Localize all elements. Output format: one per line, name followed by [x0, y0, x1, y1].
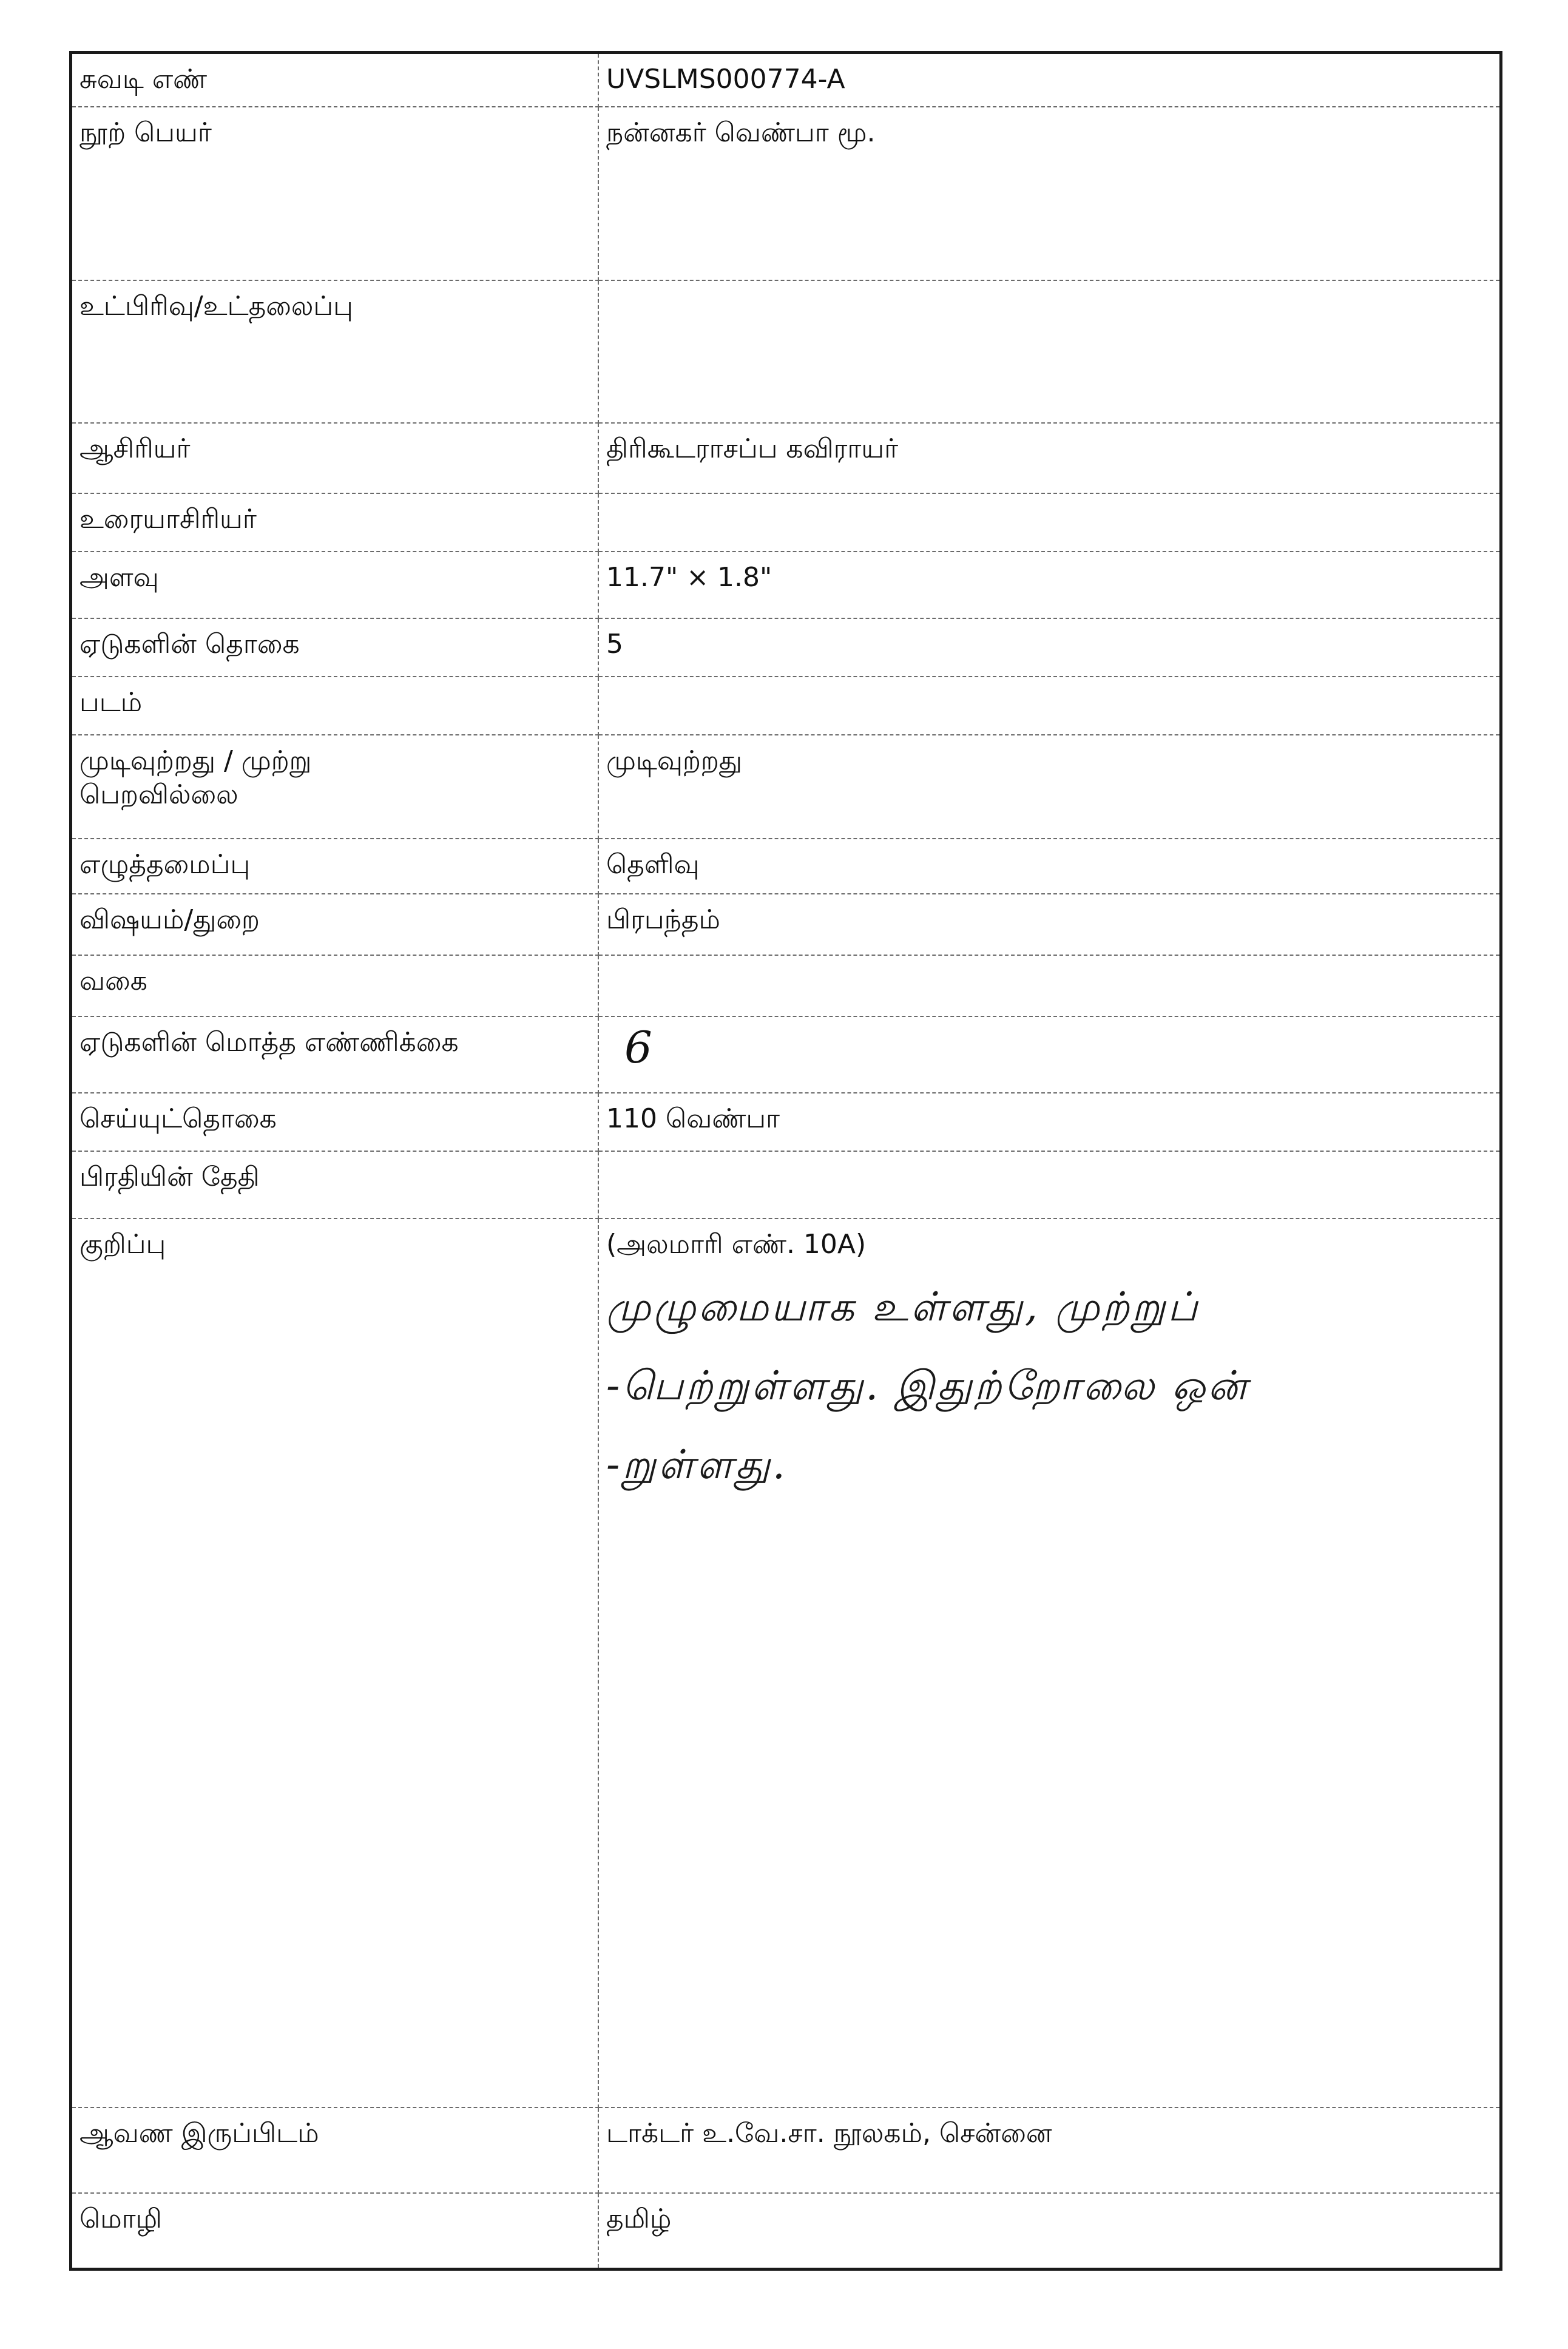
row-repository — [72, 2107, 1499, 2193]
label-category: வகை — [72, 955, 598, 1016]
row-total-leaves — [72, 1016, 1499, 1093]
row-verse-count — [72, 1093, 1499, 1151]
label-picture: படம் — [72, 677, 598, 735]
row-language — [72, 2193, 1499, 2268]
value-category — [598, 955, 1499, 1016]
value-notes — [598, 1218, 1499, 2107]
notes-handwritten — [606, 1268, 1492, 1504]
label-completion — [72, 735, 598, 839]
handwritten-total-leaves: 6 — [624, 1022, 652, 1073]
row-author — [72, 423, 1499, 493]
label-manuscript-number: சுவடி எண் — [72, 54, 598, 107]
value-book-name: நன்னகர் வெண்பா மூ. — [598, 107, 1499, 280]
value-script-quality: தெளிவு — [598, 839, 1499, 894]
label-verse-count: செய்யுட்தொகை — [72, 1093, 598, 1151]
label-total-leaves: ஏடுகளின் மொத்த எண்ணிக்கை — [72, 1016, 598, 1093]
row-book-name — [72, 107, 1499, 280]
value-verse-count: 110 வெண்பா — [598, 1093, 1499, 1151]
row-script-quality — [72, 839, 1499, 894]
record-table — [72, 54, 1499, 2268]
value-repository: டாக்டர் உ.வே.சா. நூலகம், சென்னை — [598, 2107, 1499, 2193]
row-picture — [72, 677, 1499, 735]
handwritten-line: -றுள்ளது. — [606, 1441, 788, 1488]
value-total-leaves — [598, 1016, 1499, 1093]
row-copy-date — [72, 1151, 1499, 1218]
value-manuscript-number: UVSLMS000774-A — [598, 54, 1499, 107]
row-subdivision — [72, 280, 1499, 423]
value-language: தமிழ் — [606, 2203, 672, 2234]
value-leaf-count: 5 — [598, 618, 1499, 677]
label-completion-line1: முடிவுற்றது / முற்று — [79, 745, 312, 776]
value-subdivision — [598, 280, 1499, 423]
handwritten-line: -பெற்றுள்ளது. இதுற்றோலை ஒன் — [606, 1362, 1249, 1409]
row-completion — [72, 735, 1499, 839]
label-script-quality: எழுத்தமைப்பு — [72, 839, 598, 894]
row-leaf-count — [72, 618, 1499, 677]
label-author: ஆசிரியர் — [72, 423, 598, 493]
label-repository: ஆவண இருப்பிடம் — [72, 2107, 598, 2193]
handwritten-line: முழுமையாக உள்ளது, முற்றுப் — [606, 1283, 1200, 1330]
row-notes — [72, 1218, 1499, 2107]
label-notes: குறிப்பு — [72, 1218, 598, 2107]
row-commentator — [72, 493, 1499, 552]
label-leaf-count: ஏடுகளின் தொகை — [72, 618, 598, 677]
label-completion-line2: பெறவில்லை — [79, 779, 238, 810]
label-book-name: நூற் பெயர் — [72, 107, 598, 280]
manuscript-record-sheet — [69, 51, 1502, 2271]
row-manuscript-number — [72, 54, 1499, 107]
value-picture — [598, 677, 1499, 735]
row-size — [72, 552, 1499, 618]
label-subdivision: உட்பிரிவு/உட்தலைப்பு — [72, 280, 598, 423]
value-completion: முடிவுற்றது — [598, 735, 1499, 839]
label-size: அளவு — [72, 552, 598, 618]
value-copy-date — [598, 1151, 1499, 1218]
row-subject — [72, 894, 1499, 955]
label-copy-date: பிரதியின் தேதி — [72, 1151, 598, 1218]
label-language: மொழி — [72, 2193, 598, 2268]
notes-typed: (அலமாரி எண். 10A) — [606, 1229, 867, 1260]
value-commentator — [598, 493, 1499, 552]
value-subject: பிரபந்தம் — [598, 894, 1499, 955]
value-author: திரிகூடராசப்ப கவிராயர் — [598, 423, 1499, 493]
value-size: 11.7" × 1.8" — [598, 552, 1499, 618]
label-subject: விஷயம்/துறை — [72, 894, 598, 955]
label-commentator: உரையாசிரியர் — [72, 493, 598, 552]
row-category — [72, 955, 1499, 1016]
